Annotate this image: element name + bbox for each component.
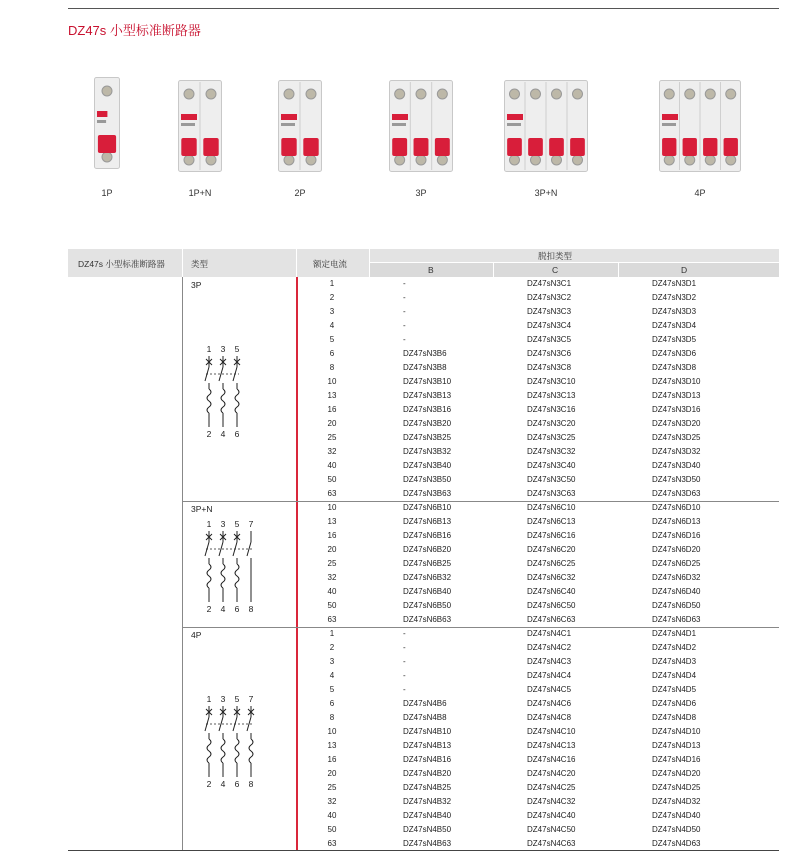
c-model-cell: DZ47sN4C10 [527, 727, 576, 737]
rated-current-cell: 3 [329, 307, 335, 317]
rated-current-cell: 32 [327, 797, 337, 807]
d-model-cell: DZ47sN4D13 [652, 741, 701, 751]
d-model-cell: DZ47sN3D13 [652, 391, 701, 401]
c-model-cell: DZ47sN6C25 [527, 559, 576, 569]
c-model-cell: DZ47sN3C10 [527, 377, 576, 387]
group-type-label: 3P+N [191, 504, 213, 514]
d-model-cell: DZ47sN3D6 [652, 349, 697, 359]
b-model-cell: - [403, 657, 406, 667]
b-model-cell: DZ47sN4B40 [403, 811, 452, 821]
b-model-cell: DZ47sN4B6 [403, 699, 447, 709]
header-product: DZ47s 小型标准断路器 [78, 259, 165, 269]
d-model-cell: DZ47sN4D25 [652, 783, 701, 793]
c-model-cell: DZ47sN3C5 [527, 335, 572, 345]
rated-current-cell: 1 [329, 629, 335, 638]
d-model-cell: DZ47sN6D40 [652, 587, 701, 597]
svg-text:7: 7 [248, 694, 254, 705]
c-model-cell: DZ47sN3C4 [527, 321, 572, 331]
c-model-cell: DZ47sN6C10 [527, 503, 576, 512]
c-model-cell: DZ47sN3C20 [527, 419, 576, 429]
b-model-cell: DZ47sN6B63 [403, 615, 452, 625]
header-separator [493, 262, 494, 277]
header-separator [296, 249, 297, 277]
product-label: 3P [415, 188, 427, 198]
d-model-cell: DZ47sN3D5 [652, 335, 697, 345]
rated-current-cell: 4 [329, 321, 335, 331]
d-model-cell: DZ47sN3D32 [652, 447, 701, 457]
rated-current-cell: 40 [327, 811, 337, 821]
b-model-cell: DZ47sN4B32 [403, 797, 452, 807]
rated-current-cell: 8 [329, 363, 335, 373]
c-model-cell: DZ47sN6C63 [527, 615, 576, 625]
svg-text:8: 8 [248, 779, 254, 790]
b-model-cell: - [403, 643, 406, 653]
rated-current-cell: 50 [327, 601, 337, 611]
c-model-cell: DZ47sN4C4 [527, 671, 572, 681]
d-model-cell: DZ47sN3D63 [652, 489, 701, 499]
svg-text:8: 8 [248, 604, 254, 615]
d-model-cell: DZ47sN6D63 [652, 615, 701, 625]
b-model-cell: DZ47sN4B63 [403, 839, 452, 849]
product-label: 1P [101, 188, 113, 198]
c-model-cell: DZ47sN3C32 [527, 447, 576, 457]
c-model-cell: DZ47sN4C5 [527, 685, 572, 695]
breaker-image [278, 80, 322, 172]
b-model-cell: DZ47sN4B50 [403, 825, 452, 835]
header-col-b: B [428, 265, 434, 275]
rated-current-cell: 16 [327, 755, 337, 765]
current-column-divider [296, 277, 298, 851]
c-model-cell: DZ47sN4C13 [527, 741, 576, 751]
group-type-label: 3P [191, 280, 202, 290]
svg-text:3: 3 [220, 344, 226, 355]
header-type: 类型 [191, 259, 209, 269]
svg-text:5: 5 [234, 694, 240, 705]
b-model-cell: DZ47sN6B10 [403, 503, 452, 512]
d-model-cell: DZ47sN4D16 [652, 755, 701, 765]
d-model-cell: DZ47sN4D8 [652, 713, 697, 723]
c-model-cell: DZ47sN6C13 [527, 517, 576, 527]
d-model-cell: DZ47sN6D50 [652, 601, 701, 611]
svg-text:4: 4 [220, 604, 226, 615]
svg-text:6: 6 [234, 779, 240, 790]
c-model-cell: DZ47sN6C50 [527, 601, 576, 611]
rated-current-cell: 25 [327, 559, 337, 569]
page-title: DZ47s 小型标准断路器 [68, 23, 201, 38]
d-model-cell: DZ47sN3D40 [652, 461, 701, 471]
b-model-cell: DZ47sN6B13 [403, 517, 452, 527]
rated-current-cell: 20 [327, 419, 337, 429]
c-model-cell: DZ47sN4C8 [527, 713, 572, 723]
c-model-cell: DZ47sN6C32 [527, 573, 576, 583]
rated-current-cell: 13 [327, 517, 337, 527]
rated-current-cell: 3 [329, 657, 335, 667]
d-model-cell: DZ47sN4D63 [652, 839, 701, 849]
c-model-cell: DZ47sN3C40 [527, 461, 576, 471]
b-model-cell: DZ47sN3B40 [403, 461, 452, 471]
breaker-image [94, 77, 120, 169]
breaker-image [178, 80, 222, 172]
b-model-cell: DZ47sN3B25 [403, 433, 452, 443]
c-model-cell: DZ47sN4C25 [527, 783, 576, 793]
b-model-cell: DZ47sN3B8 [403, 363, 447, 373]
b-model-cell: - [403, 335, 406, 345]
rated-current-cell: 1 [329, 279, 335, 288]
rated-current-cell: 6 [329, 349, 335, 359]
wiring-diagram [203, 693, 265, 789]
svg-text:5: 5 [234, 519, 240, 530]
b-model-cell: - [403, 293, 406, 303]
b-model-cell: DZ47sN3B63 [403, 489, 452, 499]
top-rule [68, 8, 779, 9]
d-model-cell: DZ47sN4D4 [652, 671, 697, 681]
b-model-cell: DZ47sN4B13 [403, 741, 452, 751]
d-model-cell: DZ47sN6D25 [652, 559, 701, 569]
rated-current-cell: 50 [327, 475, 337, 485]
type-column-divider [182, 277, 183, 851]
d-model-cell: DZ47sN4D1 [652, 629, 697, 638]
c-model-cell: DZ47sN3C13 [527, 391, 576, 401]
b-model-cell: DZ47sN3B16 [403, 405, 452, 415]
header-separator [182, 249, 183, 277]
svg-text:2: 2 [206, 429, 212, 440]
svg-text:1: 1 [206, 519, 212, 530]
rated-current-cell: 13 [327, 391, 337, 401]
rated-current-cell: 13 [327, 741, 337, 751]
rated-current-cell: 20 [327, 545, 337, 555]
d-model-cell: DZ47sN4D40 [652, 811, 701, 821]
svg-text:4: 4 [220, 779, 226, 790]
rated-current-cell: 5 [329, 685, 335, 695]
d-model-cell: DZ47sN6D16 [652, 531, 701, 541]
header-divider [369, 262, 779, 263]
svg-text:1: 1 [206, 694, 212, 705]
svg-text:6: 6 [234, 429, 240, 440]
b-model-cell: DZ47sN4B8 [403, 713, 447, 723]
b-model-cell: DZ47sN4B16 [403, 755, 452, 765]
b-model-cell: - [403, 279, 406, 288]
rated-current-cell: 63 [327, 839, 337, 849]
group-type-label: 4P [191, 630, 202, 640]
d-model-cell: DZ47sN6D32 [652, 573, 701, 583]
rated-current-cell: 32 [327, 447, 337, 457]
rated-current-cell: 25 [327, 783, 337, 793]
rated-current-cell: 4 [329, 671, 335, 681]
b-model-cell: DZ47sN4B10 [403, 727, 452, 737]
d-model-cell: DZ47sN3D4 [652, 321, 697, 331]
c-model-cell: DZ47sN4C50 [527, 825, 576, 835]
d-model-cell: DZ47sN4D5 [652, 685, 697, 695]
b-model-cell: DZ47sN3B10 [403, 377, 452, 387]
d-model-cell: DZ47sN3D2 [652, 293, 697, 303]
b-model-cell: DZ47sN6B40 [403, 587, 452, 597]
b-model-cell: DZ47sN6B25 [403, 559, 452, 569]
wiring-diagram [203, 518, 265, 614]
b-model-cell: DZ47sN4B20 [403, 769, 452, 779]
d-model-cell: DZ47sN4D6 [652, 699, 697, 709]
c-model-cell: DZ47sN6C16 [527, 531, 576, 541]
rated-current-cell: 6 [329, 699, 335, 709]
breaker-image [659, 80, 741, 172]
c-model-cell: DZ47sN4C1 [527, 629, 572, 638]
c-model-cell: DZ47sN3C6 [527, 349, 572, 359]
b-model-cell: DZ47sN6B50 [403, 601, 452, 611]
svg-text:5: 5 [234, 344, 240, 355]
d-model-cell: DZ47sN4D50 [652, 825, 701, 835]
c-model-cell: DZ47sN3C2 [527, 293, 572, 303]
b-model-cell: - [403, 321, 406, 331]
d-model-cell: DZ47sN6D13 [652, 517, 701, 527]
d-model-cell: DZ47sN4D20 [652, 769, 701, 779]
c-model-cell: DZ47sN3C8 [527, 363, 572, 373]
d-model-cell: DZ47sN6D10 [652, 503, 701, 512]
rated-current-cell: 8 [329, 713, 335, 723]
product-label: 2P [294, 188, 306, 198]
c-model-cell: DZ47sN3C50 [527, 475, 576, 485]
d-model-cell: DZ47sN4D10 [652, 727, 701, 737]
product-label: 4P [694, 188, 706, 198]
rated-current-cell: 5 [329, 335, 335, 345]
b-model-cell: DZ47sN3B20 [403, 419, 452, 429]
svg-text:3: 3 [220, 519, 226, 530]
c-model-cell: DZ47sN4C3 [527, 657, 572, 667]
c-model-cell: DZ47sN3C25 [527, 433, 576, 443]
c-model-cell: DZ47sN4C40 [527, 811, 576, 821]
header-col-d: D [681, 265, 688, 275]
svg-text:2: 2 [206, 604, 212, 615]
d-model-cell: DZ47sN3D16 [652, 405, 701, 415]
d-model-cell: DZ47sN3D8 [652, 363, 697, 373]
b-model-cell: DZ47sN6B20 [403, 545, 452, 555]
d-model-cell: DZ47sN4D32 [652, 797, 701, 807]
b-model-cell: - [403, 629, 406, 638]
svg-text:4: 4 [220, 429, 226, 440]
c-model-cell: DZ47sN4C16 [527, 755, 576, 765]
b-model-cell: - [403, 671, 406, 681]
rated-current-cell: 10 [327, 503, 337, 512]
wiring-diagram [203, 343, 251, 439]
b-model-cell: DZ47sN3B6 [403, 349, 447, 359]
svg-text:2: 2 [206, 779, 212, 790]
rated-current-cell: 32 [327, 573, 337, 583]
rated-current-cell: 63 [327, 615, 337, 625]
header-trip-type: 脱扣类型 [538, 251, 573, 261]
b-model-cell: - [403, 685, 406, 695]
b-model-cell: - [403, 307, 406, 317]
header-current: 额定电流 [313, 259, 348, 269]
svg-text:1: 1 [206, 344, 212, 355]
breaker-image [389, 80, 453, 172]
rated-current-cell: 40 [327, 587, 337, 597]
c-model-cell: DZ47sN4C2 [527, 643, 572, 653]
c-model-cell: DZ47sN3C63 [527, 489, 576, 499]
rated-current-cell: 20 [327, 769, 337, 779]
header-col-c: C [552, 265, 559, 275]
d-model-cell: DZ47sN3D1 [652, 279, 697, 288]
c-model-cell: DZ47sN3C3 [527, 307, 572, 317]
d-model-cell: DZ47sN4D3 [652, 657, 697, 667]
c-model-cell: DZ47sN4C20 [527, 769, 576, 779]
svg-text:7: 7 [248, 519, 254, 530]
b-model-cell: DZ47sN4B25 [403, 783, 452, 793]
rated-current-cell: 10 [327, 377, 337, 387]
c-model-cell: DZ47sN6C20 [527, 545, 576, 555]
rated-current-cell: 40 [327, 461, 337, 471]
b-model-cell: DZ47sN3B50 [403, 475, 452, 485]
rated-current-cell: 16 [327, 405, 337, 415]
rated-current-cell: 25 [327, 433, 337, 443]
rated-current-cell: 63 [327, 489, 337, 499]
b-model-cell: DZ47sN6B32 [403, 573, 452, 583]
d-model-cell: DZ47sN3D10 [652, 377, 701, 387]
rated-current-cell: 2 [329, 293, 335, 303]
header-separator [618, 262, 619, 277]
header-separator [369, 249, 370, 277]
breaker-image [504, 80, 588, 172]
d-model-cell: DZ47sN3D3 [652, 307, 697, 317]
rated-current-cell: 50 [327, 825, 337, 835]
product-label: 1P+N [188, 188, 212, 198]
rated-current-cell: 16 [327, 531, 337, 541]
b-model-cell: DZ47sN6B16 [403, 531, 452, 541]
d-model-cell: DZ47sN3D20 [652, 419, 701, 429]
b-model-cell: DZ47sN3B32 [403, 447, 452, 457]
d-model-cell: DZ47sN3D50 [652, 475, 701, 485]
rated-current-cell: 2 [329, 643, 335, 653]
b-model-cell: DZ47sN3B13 [403, 391, 452, 401]
c-model-cell: DZ47sN4C63 [527, 839, 576, 849]
product-label: 3P+N [534, 188, 558, 198]
rated-current-cell: 10 [327, 727, 337, 737]
c-model-cell: DZ47sN4C32 [527, 797, 576, 807]
d-model-cell: DZ47sN6D20 [652, 545, 701, 555]
c-model-cell: DZ47sN3C1 [527, 279, 572, 288]
svg-text:3: 3 [220, 694, 226, 705]
c-model-cell: DZ47sN6C40 [527, 587, 576, 597]
c-model-cell: DZ47sN3C16 [527, 405, 576, 415]
d-model-cell: DZ47sN4D2 [652, 643, 697, 653]
d-model-cell: DZ47sN3D25 [652, 433, 701, 443]
c-model-cell: DZ47sN4C6 [527, 699, 572, 709]
svg-text:6: 6 [234, 604, 240, 615]
